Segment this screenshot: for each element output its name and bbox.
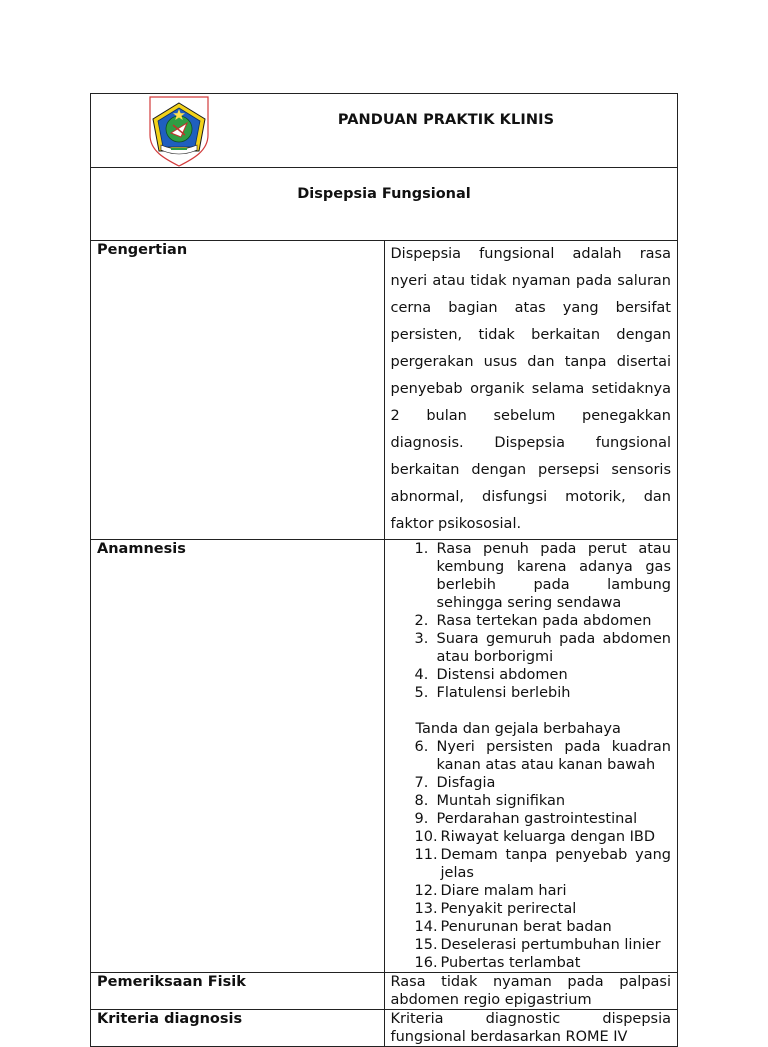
anamnesis-content-cell	[384, 540, 678, 973]
clinical-guideline-table	[90, 93, 678, 1047]
list-item-number: 6.	[414, 739, 429, 755]
symptom-list	[391, 540, 672, 702]
list-item-text: Perdarahan gastrointestinal	[436, 811, 638, 827]
regional-crest-logo	[147, 95, 211, 167]
list-item-number: 1.	[414, 541, 429, 557]
kriteria-diagnosis-label: Kriteria diagnosis	[97, 1011, 243, 1027]
pengertian-label-cell	[91, 241, 385, 540]
list-item	[391, 630, 672, 666]
list-item-number: 2.	[414, 613, 429, 629]
pemeriksaan-fisik-text: Rasa tidak nyaman pada palpasi abdomen regio epigastrium	[390, 974, 671, 1008]
header-row	[91, 94, 678, 168]
list-item-number: 8.	[414, 793, 429, 809]
list-item-number: 10.	[414, 829, 438, 845]
list-item-text: Demam tanpa penyebab yang jelas	[440, 847, 671, 881]
list-item-number: 16.	[414, 955, 438, 971]
list-item-text: Distensi abdomen	[436, 667, 568, 683]
list-item-text: Disfagia	[436, 775, 496, 791]
pemeriksaan-fisik-label-cell	[91, 973, 385, 1010]
list-item	[391, 666, 672, 684]
list-item-number: 3.	[414, 631, 429, 647]
list-item-text: Flatulensi berlebih	[436, 685, 571, 701]
list-item	[391, 936, 672, 954]
list-item-number: 15.	[414, 937, 438, 953]
warning-sign-list	[391, 738, 672, 972]
anamnesis-row	[91, 540, 678, 973]
list-item-text: Pubertas terlambat	[440, 955, 581, 971]
document-title: PANDUAN PRAKTIK KLINIS	[337, 112, 555, 128]
list-item-text: Deselerasi pertumbuhan linier	[440, 937, 661, 953]
list-item-text: Nyeri persisten pada kuadran kanan atas atau kanan bawah	[436, 739, 671, 773]
pengertian-text: Dispepsia fungsional adalah rasa nyeri atau tidak nyaman pada saluran cerna bagian atas yang bersifat persisten, tidak berkaitan dengan pergerakan usus dan tanpa disertai penyebab organik selama setidaknya 2 bulan sebelum penegakkan diagnosis. Dispepsia fungsional berkaitan dengan persepsi sensoris abnormal, disfungsi motorik, dan faktor psikososial.	[390, 246, 671, 532]
list-item	[391, 540, 672, 612]
list-item-number: 9.	[414, 811, 429, 827]
list-item-text: Riwayat keluarga dengan IBD	[440, 829, 656, 845]
list-item	[391, 828, 672, 846]
list-item-text: Rasa tertekan pada abdomen	[436, 613, 652, 629]
list-item-number: 11.	[414, 847, 438, 863]
kriteria-diagnosis-label-cell	[91, 1010, 385, 1047]
list-item	[391, 684, 672, 702]
list-item-number: 4.	[414, 667, 429, 683]
kriteria-diagnosis-row	[91, 1010, 678, 1047]
list-spacer	[391, 702, 672, 720]
pengertian-label: Pengertian	[97, 242, 188, 258]
header-cell	[91, 94, 678, 168]
list-item	[391, 918, 672, 936]
list-item	[391, 774, 672, 792]
list-item	[391, 612, 672, 630]
kriteria-diagnosis-text: Kriteria diagnostic dispepsia fungsional berdasarkan ROME IV	[390, 1011, 671, 1045]
list-item-text: Diare malam hari	[440, 883, 567, 899]
list-item-text: Muntah signifikan	[436, 793, 566, 809]
list-item	[391, 846, 672, 882]
list-item-text: Rasa penuh pada perut atau kembung karena adanya gas berlebih pada lambung sehingga sering sendawa	[436, 541, 671, 611]
pemeriksaan-fisik-content-cell	[384, 973, 678, 1010]
list-item	[391, 792, 672, 810]
list-item	[391, 900, 672, 918]
list-item-number: 12.	[414, 883, 438, 899]
pengertian-row	[91, 241, 678, 540]
list-item	[391, 882, 672, 900]
list-item-number: 14.	[414, 919, 438, 935]
list-item-number: 5.	[414, 685, 429, 701]
anamnesis-label: Anamnesis	[97, 541, 186, 557]
list-item-text: Penyakit perirectal	[440, 901, 577, 917]
kriteria-diagnosis-content-cell	[384, 1010, 678, 1047]
pemeriksaan-fisik-row	[91, 973, 678, 1010]
pemeriksaan-fisik-label: Pemeriksaan Fisik	[97, 974, 246, 990]
topic-row	[91, 168, 678, 241]
list-item-number: 7.	[414, 775, 429, 791]
list-item	[391, 738, 672, 774]
topic-cell	[91, 168, 678, 241]
list-item-text: Suara gemuruh pada abdomen atau borborigmi	[436, 631, 671, 665]
anamnesis-label-cell	[91, 540, 385, 973]
pengertian-content-cell	[384, 241, 678, 540]
warning-heading: Tanda dan gejala berbahaya	[415, 721, 621, 737]
list-item	[391, 954, 672, 972]
topic-title: Dispepsia Fungsional	[297, 186, 471, 202]
list-item-text: Penurunan berat badan	[440, 919, 612, 935]
list-item	[391, 810, 672, 828]
list-item-number: 13.	[414, 901, 438, 917]
